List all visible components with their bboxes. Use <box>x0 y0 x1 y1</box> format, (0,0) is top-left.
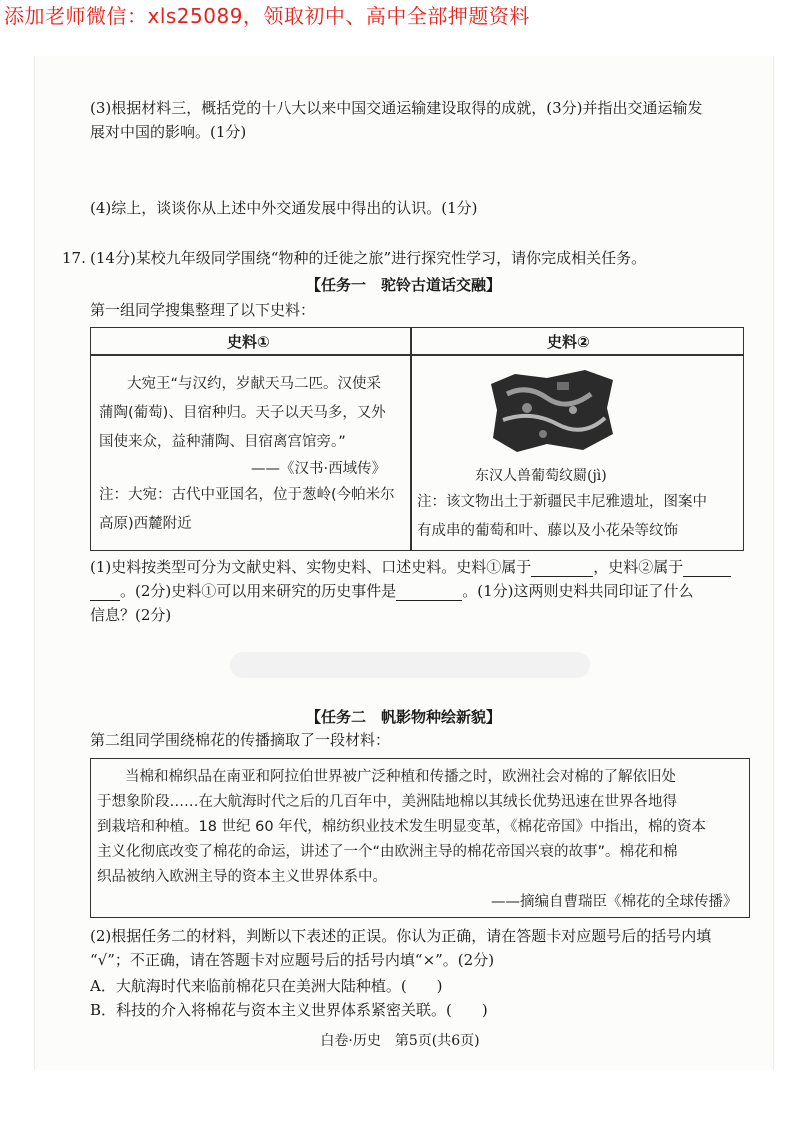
q17-intro: (14分)某校九年级同学围绕“物种的迁徙之旅”进行探究性学习，请你完成相关任务。 <box>90 249 647 267</box>
group2-intro: 第二组同学围绕棉花的传播摘取了一段材料： <box>90 731 391 749</box>
group1-intro: 第一组同学搜集整理了以下史料： <box>90 301 316 319</box>
option-a: A．大航海时代来临前棉花只在美洲大陆种植。( ) <box>90 977 443 995</box>
source1-note: 高原)西麓附近 <box>99 516 192 532</box>
source1-citation: ——《汉书·西域传》 <box>251 461 387 477</box>
q1-line1 <box>90 557 731 577</box>
source2-note: 注：该文物出土于新疆民丰尼雅遗址，图案中 <box>417 494 707 510</box>
material-citation: ——摘编自曹瑞臣《棉花的全球传播》 <box>491 894 738 910</box>
q3-line1: (3)根据材料三，概括党的十八大以来中国交通运输建设取得的成就，(3分)并指出交通运输发 <box>90 99 703 117</box>
material-line: 当棉和棉织品在南亚和阿拉伯世界被广泛种植和传播之时，欧洲社会对棉的了解依旧处 <box>125 769 676 785</box>
material-line: 主义化彻底改变了棉花的命运，讲述了一个“由欧洲主导的棉花帝国兴衰的故事”。棉花和棉 <box>97 844 678 860</box>
source2-header: 史料② <box>547 333 590 351</box>
q2-line1: (2)根据任务二的材料，判断以下表述的正误。你认为正确，请在答题卡对应题号后的括号内填 <box>90 927 712 945</box>
answer-blank <box>683 560 731 577</box>
source-table <box>90 327 744 551</box>
q1-text-a: (1)史料按类型可分为文献史料、实物史料、口述史料。史料①属于 <box>90 558 532 576</box>
answer-blank <box>90 584 120 601</box>
q1-line3: 信息？(2分) <box>90 606 172 624</box>
source1-note: 注：大宛：古代中亚国名，位于葱岭(今帕米尔 <box>99 487 395 503</box>
watermark-banner: 添加老师微信：xls25089，领取初中、高中全部押题资料 <box>4 4 530 28</box>
q1-text-b: ，史料②属于 <box>593 558 684 576</box>
q1-text-c: 。(2分)史料①可以用来研究的历史事件是 <box>120 582 397 600</box>
grape-textile-artifact-image <box>487 364 617 456</box>
q2-line2: “√”；不正确，请在答题卡对应题号后的括号内填“×”。(2分) <box>90 951 495 969</box>
answer-blank <box>531 560 593 577</box>
source2-caption: 东汉人兽葡萄纹罽(jì) <box>475 468 607 484</box>
source1-line: 国使来众，益种蒲陶、目宿离宫馆旁。” <box>99 434 346 450</box>
q1-line2 <box>90 581 694 601</box>
material-line: 织品被纳入欧洲主导的资本主义世界体系中。 <box>97 869 387 885</box>
source1-line: 大宛王“与汉约，岁献天马二匹。汉使采 <box>127 376 382 392</box>
source1-header: 史料① <box>227 333 270 351</box>
q17-number: 17. <box>62 249 86 267</box>
answer-blank <box>396 584 462 601</box>
scan-smudge <box>230 652 590 678</box>
page-footer: 白卷·历史 第5页(共6页) <box>320 1033 480 1049</box>
table-divider-vertical <box>410 328 412 550</box>
source2-note: 有成串的葡萄和叶、藤以及小花朵等纹饰 <box>417 523 678 539</box>
source1-line: 蒲陶(葡萄)、目宿种归。天子以天马多，又外 <box>99 405 386 421</box>
q3-line2: 展对中国的影响。(1分) <box>90 123 247 141</box>
task1-title: 【任务一 驼铃古道话交融】 <box>306 276 502 294</box>
material-line: 到栽培和种植。18 世纪 60 年代，棉纺织业技术发生明显变革，《棉花帝国》中指出，棉的资本 <box>97 819 706 835</box>
q1-text-d: 。(1分)这两则史料共同印证了什么 <box>462 582 694 600</box>
cotton-material-box <box>90 758 750 918</box>
task2-title: 【任务二 帆影物种绘新貌】 <box>306 708 502 726</box>
q4-text: (4)综上，谈谈你从上述中外交通发展中得出的认识。(1分) <box>90 199 478 217</box>
option-b: B．科技的介入将棉花与资本主义世界体系紧密关联。( ) <box>90 1001 488 1019</box>
material-line: 于想象阶段……在大航海时代之后的几百年中，美洲陆地棉以其绒长优势迅速在世界各地得 <box>97 794 677 810</box>
table-divider-horizontal <box>91 354 743 356</box>
